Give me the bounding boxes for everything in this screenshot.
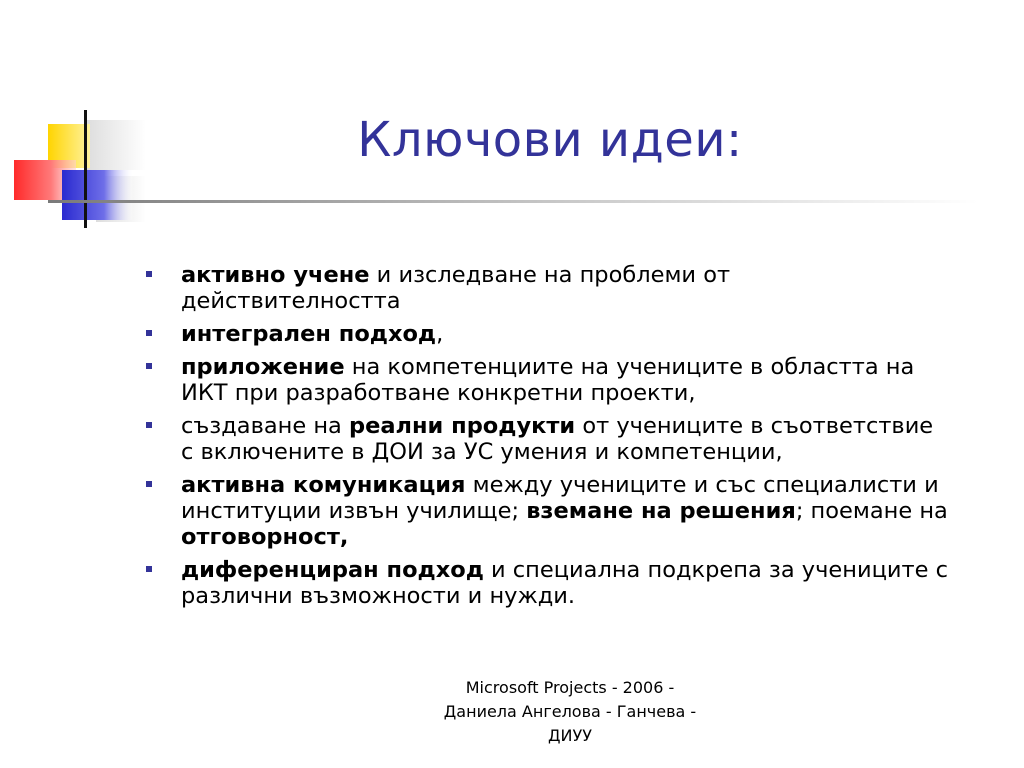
deco-blue-square	[62, 170, 132, 220]
footer-line: Microsoft Projects - 2006 -	[465, 678, 675, 697]
list-item	[140, 413, 950, 465]
text-run: между учениците и със специалисти и институции извън училище;	[181, 472, 939, 524]
bold-phrase: приложение	[181, 354, 345, 380]
text-run: ; поемане на	[795, 498, 948, 524]
text-run: от учениците в съответствие с включените в ДОИ за УС умения и компетенции,	[181, 413, 934, 465]
bold-phrase: вземане на решения	[526, 498, 796, 524]
footer	[420, 676, 720, 748]
deco-shadow-square	[86, 120, 146, 170]
square-bullet-icon	[146, 481, 152, 487]
bold-phrase: реални продукти	[348, 413, 576, 439]
deco-horizontal-line	[48, 200, 978, 203]
text-run: създаване на	[181, 413, 349, 439]
square-bullet-icon	[146, 363, 152, 369]
page-title: Ключови идеи:	[357, 112, 743, 168]
list-item	[140, 262, 950, 314]
list-item	[140, 557, 950, 609]
text-run: на компетенциите на учениците в областта на ИКТ при разработване конкретни проекти,	[181, 354, 915, 406]
list-item	[140, 472, 950, 550]
bold-phrase: диференциран подход	[181, 557, 484, 583]
bold-phrase: активно учене	[181, 262, 370, 288]
text-run: и специална подкрепа за учениците с различни възможности и нужди.	[181, 557, 948, 609]
square-bullet-icon	[146, 566, 152, 572]
footer-line: ДИУУ	[548, 726, 592, 745]
footer-line: Даниела Ангелова - Ганчева -	[443, 702, 697, 721]
list-item	[140, 354, 950, 406]
square-bullet-icon	[146, 330, 152, 336]
bold-phrase: активна комуникация	[181, 472, 466, 498]
square-bullet-icon	[146, 271, 152, 277]
text-run: ,	[436, 321, 444, 347]
bullet-list	[140, 262, 950, 616]
square-bullet-icon	[146, 422, 152, 428]
bold-phrase: отговорност,	[181, 524, 349, 550]
text-run: и изследване на проблеми от действителността	[181, 262, 731, 314]
bold-phrase: интегрален подход	[181, 321, 437, 347]
list-item	[140, 321, 950, 347]
deco-vertical-line	[84, 110, 87, 228]
